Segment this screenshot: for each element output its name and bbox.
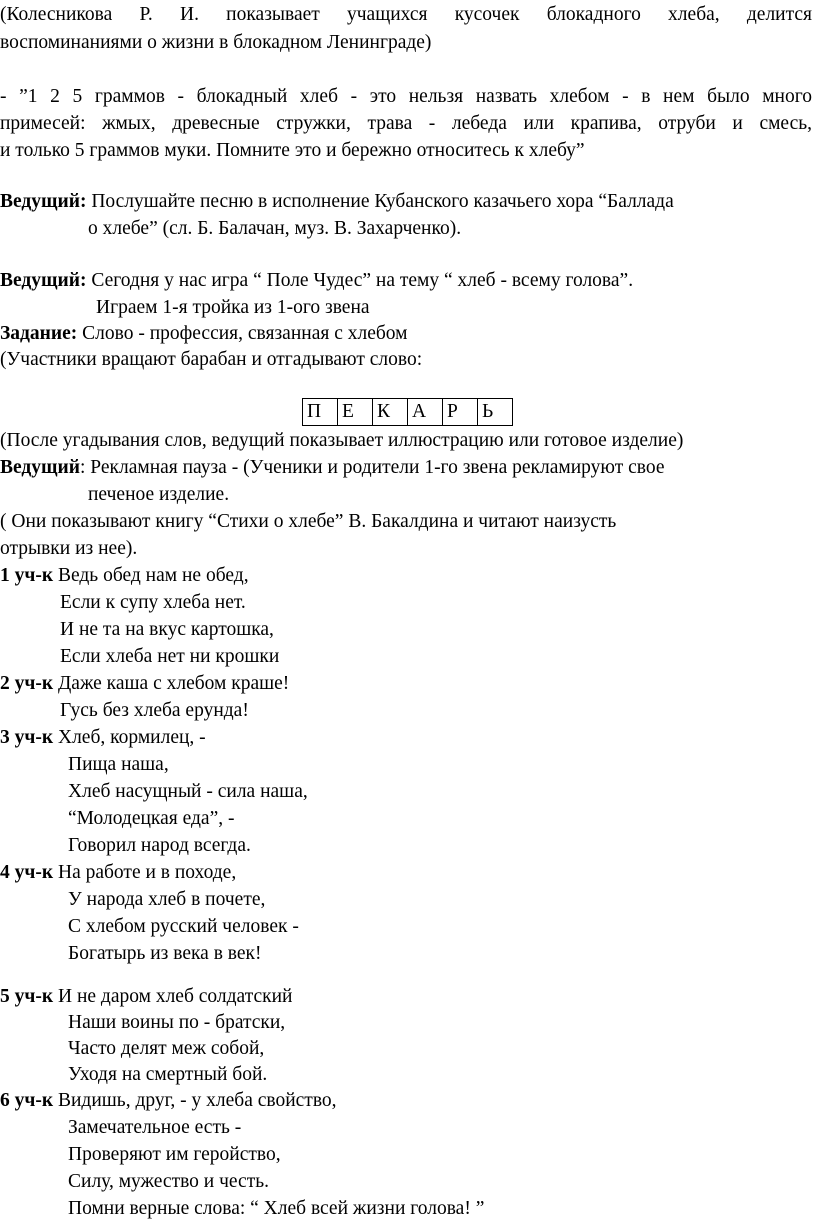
after-text: : Рекламная пауза - (Ученики и родители 1-го звена рекламируют свое <box>79 457 665 478</box>
poem-line: Наши воины по - братски, <box>68 1012 286 1033</box>
student-label: 6 уч-к <box>0 1090 54 1111</box>
task-line <box>0 321 408 347</box>
quote-line-1: - ”1 2 5 граммов - блокадный хлеб - это нельзя назвать хлебом - в нем было много <box>0 86 812 107</box>
intro-line-2: воспоминаниями о жизни в блокадном Ленинграде) <box>0 32 432 53</box>
song-paragraph-line-1 <box>0 189 674 215</box>
letter-cell: Ь <box>478 399 513 426</box>
poem-line: У народа хлеб в почете, <box>68 889 266 910</box>
letter-cell: Р <box>443 399 478 426</box>
poem-line: Видишь, друг, - у хлеба свойство, <box>53 1090 337 1111</box>
game-paragraph-line-1 <box>0 268 633 294</box>
poem-line: Хлеб насущный - сила наша, <box>68 781 308 802</box>
poem-line: Замечательное есть - <box>68 1117 242 1138</box>
game-text: Сегодня у нас игра “ Поле Чудес” на тему “ хлеб - всему голова”. <box>86 270 634 291</box>
letter-cell: Е <box>338 399 373 426</box>
poem-line: “Молодецкая еда”, - <box>68 808 235 829</box>
quote-line-3: и только 5 граммов муки. Помните это и бережно относитесь к хлебу” <box>0 140 585 161</box>
speaker-label: Ведущий <box>0 457 80 478</box>
speaker-label: Ведущий: <box>0 191 87 212</box>
poem-4-line-1 <box>0 860 236 886</box>
task-text: Слово - профессия, связанная с хлебом <box>77 323 408 344</box>
poem-line: Часто делят меж собой, <box>68 1038 265 1059</box>
poem-line: Гусь без хлеба ерунда! <box>60 700 249 721</box>
poem-6-line-1 <box>0 1088 337 1114</box>
after-line-5: отрывки из нее). <box>0 538 138 559</box>
poem-5-line-1 <box>0 984 292 1010</box>
poem-line: Если хлеба нет ни крошки <box>60 646 280 667</box>
word-letter-table <box>302 398 513 426</box>
after-line-3: печеное изделие. <box>88 484 230 505</box>
after-paragraph-line-2 <box>0 455 664 481</box>
student-label: 1 уч-к <box>0 565 54 586</box>
student-label: 4 уч-к <box>0 862 54 883</box>
student-label: 3 уч-к <box>0 727 54 748</box>
poem-3-line-1 <box>0 725 206 751</box>
game-line-2: Играем 1-я тройка из 1-ого звена <box>96 297 370 318</box>
letter-cell: К <box>373 399 408 426</box>
poem-line: Даже каша с хлебом краше! <box>53 673 290 694</box>
song-line-2: о хлебе” (сл. Б. Балачан, муз. В. Захарченко). <box>88 218 462 239</box>
poem-line: Богатырь из века в век! <box>68 943 262 964</box>
poem-line-last: Помни верные слова: “ Хлеб всей жизни голова! ” <box>68 1198 485 1219</box>
poem-line: Говорил народ всегда. <box>68 835 251 856</box>
poem-line: Хлеб, кормилец, - <box>53 727 206 748</box>
letter-cell: П <box>303 399 338 426</box>
after-line-4: ( Они показывают книгу “Стихи о хлебе” В. Бакалдина и читают наизусть <box>0 511 617 532</box>
letter-cell: А <box>408 399 443 426</box>
poem-line: Силу, мужество и честь. <box>68 1171 269 1192</box>
quote-line-2: примесей: жмых, древесные стружки, трава - лебеда или крапива, отруби и смесь, <box>0 113 812 134</box>
poem-line: Уходя на смертный бой. <box>68 1064 268 1085</box>
poem-line: Если к супу хлеба нет. <box>60 592 246 613</box>
poem-line: На работе и в походе, <box>53 862 237 883</box>
instruction-line: (Участники вращают барабан и отгадывают слово: <box>0 349 423 370</box>
poem-line: Проверяют им геройство, <box>68 1144 281 1165</box>
poem-line: Ведь обед нам не обед, <box>53 565 249 586</box>
speaker-label: Ведущий: <box>0 270 87 291</box>
task-label: Задание: <box>0 323 78 344</box>
student-label: 2 уч-к <box>0 673 54 694</box>
poem-line: И не даром хлеб солдатский <box>53 986 293 1007</box>
after-line-1: (После угадывания слов, ведущий показывает иллюстрацию или готовое изделие) <box>0 430 684 451</box>
poem-line: И не та на вкус картошка, <box>60 619 274 640</box>
poem-2-line-1 <box>0 671 289 697</box>
intro-line-1: (Колесникова Р. И. показывает учащихся кусочек блокадного хлеба, делится <box>0 4 812 25</box>
poem-line: Пища наша, <box>68 754 169 775</box>
poem-line: С хлебом русский человек - <box>68 916 299 937</box>
student-label: 5 уч-к <box>0 986 54 1007</box>
poem-1-line-1 <box>0 563 249 589</box>
song-text: Послушайте песню в исполнение Кубанского казачьего хора “Баллада <box>86 191 674 212</box>
